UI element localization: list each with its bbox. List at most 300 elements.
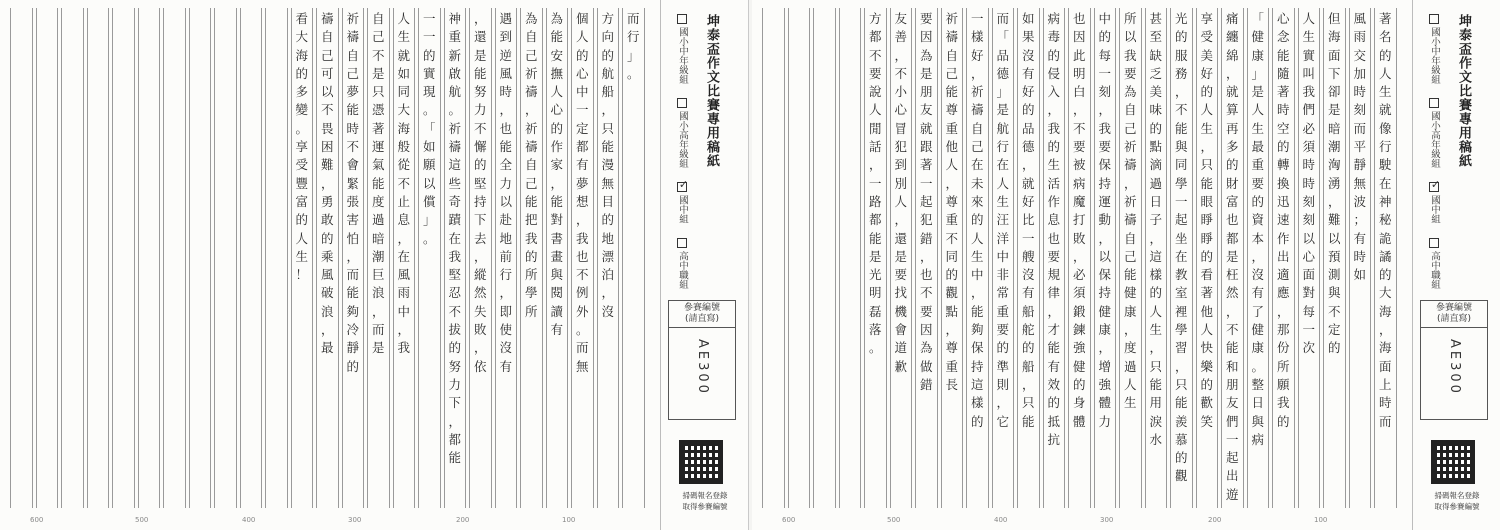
handwritten-char: 日 xyxy=(1149,193,1162,209)
column-counter-left xyxy=(10,516,650,528)
handwritten-char: 破 xyxy=(320,285,334,301)
qr-caption-line1: 掃碼報名登錄 xyxy=(682,491,728,500)
handwritten-char: 適 xyxy=(1276,267,1290,283)
handwritten-char: 有 xyxy=(1047,358,1060,374)
handwritten-char: 眼 xyxy=(1200,193,1213,209)
handwritten-char: 航 xyxy=(448,84,461,100)
handwritten-char: 起 xyxy=(919,193,933,209)
handwritten-char: 般 xyxy=(397,139,410,155)
handwritten-char: 以 xyxy=(1123,29,1137,45)
handwritten-char: 水 xyxy=(1149,431,1162,447)
handwritten-char: 慕 xyxy=(1174,431,1188,447)
handwritten-char: 交 xyxy=(1353,47,1366,63)
handwritten-char: 整 xyxy=(1251,376,1264,392)
handwritten-char: 路 xyxy=(868,193,882,209)
handwritten-char: 乘 xyxy=(320,248,334,264)
handwritten-char: 願 xyxy=(1276,376,1290,392)
group-option[interactable] xyxy=(675,98,689,168)
group-option[interactable] xyxy=(1427,98,1441,168)
ruler-mark: 600 xyxy=(782,516,796,524)
handwritten-char: 「 xyxy=(1251,11,1264,26)
handwritten-char: 。 xyxy=(575,322,589,338)
handwritten-char: 好 xyxy=(1021,84,1035,100)
handwritten-char: 定 xyxy=(1327,322,1341,338)
handwritten-char: 害 xyxy=(346,212,359,228)
handwritten-char: 只 xyxy=(1021,395,1035,411)
handwritten-char: 尊 xyxy=(945,193,958,209)
handwritten-char: 美 xyxy=(1200,47,1213,63)
handwritten-char: ， xyxy=(397,230,410,246)
handwritten-char: 的 xyxy=(295,212,308,228)
handwritten-char: 一 xyxy=(575,102,589,118)
handwritten-char: 的 xyxy=(1021,340,1035,356)
handwritten-char: ， xyxy=(894,212,907,228)
handwritten-char: ， xyxy=(1200,139,1213,155)
grid-column xyxy=(87,8,110,508)
handwritten-char: 靜 xyxy=(346,340,359,356)
checkbox-icon[interactable] xyxy=(1429,98,1439,108)
handwritten-char: 甚 xyxy=(1149,11,1162,26)
handwritten-char: 雨 xyxy=(1353,29,1366,45)
grid-column xyxy=(1068,8,1091,508)
group-option-label: 國小中年級組 xyxy=(677,27,688,84)
handwritten-char: 人 xyxy=(970,230,984,246)
handwritten-char: 不 xyxy=(448,303,461,319)
group-option[interactable] xyxy=(1427,14,1441,84)
handwritten-char: 能 xyxy=(970,303,984,319)
handwritten-char: 準 xyxy=(996,358,1009,374)
handwritten-char: 己 xyxy=(945,65,958,81)
handwritten-char: 禱 xyxy=(524,139,538,155)
handwritten-char: 方 xyxy=(868,11,882,26)
handwritten-char: 快 xyxy=(1200,340,1213,356)
handwritten-char: 對 xyxy=(1302,285,1315,301)
handwritten-char: 不 xyxy=(397,175,410,191)
handwritten-char: 無 xyxy=(1353,175,1366,191)
handwritten-char: ， xyxy=(1072,102,1086,118)
handwritten-char: 都 xyxy=(868,29,882,45)
handwritten-char: 做 xyxy=(919,358,933,374)
handwritten-char: 自 xyxy=(1123,102,1137,118)
handwritten-char: 人 xyxy=(1200,322,1213,338)
grid-column xyxy=(813,8,836,508)
handwritten-char: 冒 xyxy=(894,120,907,136)
handwritten-char: 好 xyxy=(1200,65,1213,81)
handwritten-char: 是 xyxy=(1251,84,1264,100)
handwritten-char: 名 xyxy=(1378,29,1392,45)
handwritten-char: 敗 xyxy=(473,322,487,338)
handwritten-char: ， xyxy=(1047,102,1060,118)
checkbox-icon[interactable] xyxy=(1429,182,1439,192)
handwritten-char: 一 xyxy=(1225,431,1239,447)
handwritten-char: 這 xyxy=(1149,248,1162,264)
handwritten-char: 一 xyxy=(1302,322,1315,338)
handwritten-char: 人 xyxy=(996,175,1009,191)
handwritten-char: ， xyxy=(473,248,487,264)
handwritten-char: 多 xyxy=(295,84,308,100)
handwritten-char: 風 xyxy=(320,267,334,283)
handwritten-char: 行 xyxy=(499,267,512,283)
checkbox-icon[interactable] xyxy=(677,98,687,108)
handwritten-char: 卻 xyxy=(1327,84,1341,100)
handwritten-char: 生 xyxy=(1047,157,1060,173)
group-option[interactable] xyxy=(1427,182,1441,224)
handwritten-char: 要 xyxy=(1072,139,1086,155)
handwritten-char: 要 xyxy=(1098,139,1111,155)
handwritten-char: 有 xyxy=(499,358,512,374)
handwritten-char: 大 xyxy=(397,102,410,118)
handwritten-char: 畏 xyxy=(320,120,334,136)
handwritten-char: 己 xyxy=(524,47,538,63)
handwritten-char: 能 xyxy=(550,193,563,209)
handwritten-char: 縱 xyxy=(473,267,487,283)
handwritten-char: 沒 xyxy=(499,340,512,356)
handwritten-char: 在 xyxy=(970,157,984,173)
handwritten-char: 海 xyxy=(1378,340,1392,356)
handwritten-char: 敢 xyxy=(320,212,334,228)
handwritten-char: 最 xyxy=(320,340,334,356)
checkbox-icon[interactable] xyxy=(1429,14,1439,24)
handwritten-char: 保 xyxy=(1098,267,1111,283)
group-option[interactable] xyxy=(675,238,689,289)
handwritten-char: 有 xyxy=(1021,285,1035,301)
handwritten-char: 沒 xyxy=(1251,267,1264,283)
qr-code-icon xyxy=(1431,440,1475,484)
grid-column xyxy=(163,8,186,508)
handwritten-char: 能 xyxy=(371,175,385,191)
handwritten-char: 夠 xyxy=(346,303,359,319)
handwritten-char: 的 xyxy=(1276,139,1290,155)
handwritten-char: 自 xyxy=(1123,230,1137,246)
handwritten-char: 能 xyxy=(868,230,882,246)
handwritten-char: 鍊 xyxy=(1072,322,1086,338)
handwritten-char: 難 xyxy=(320,157,334,173)
handwritten-char: 一 xyxy=(422,29,436,45)
handwritten-char: 們 xyxy=(1225,413,1239,429)
handwritten-char: ！ xyxy=(295,267,308,283)
handwritten-char: 能 xyxy=(1047,340,1060,356)
handwritten-char: ， xyxy=(1174,358,1188,374)
grid-column xyxy=(138,8,161,508)
group-option[interactable] xyxy=(675,14,689,84)
handwritten-char: 拔 xyxy=(448,322,461,338)
handwritten-char: 美 xyxy=(1149,84,1162,100)
handwritten-char: 叫 xyxy=(1302,65,1315,81)
handwritten-char: 暗 xyxy=(1327,120,1341,136)
handwritten-char: 同 xyxy=(397,84,410,100)
handwritten-char: 在 xyxy=(397,248,410,264)
handwritten-char: 學 xyxy=(1174,175,1188,191)
group-option[interactable] xyxy=(675,182,689,224)
handwritten-char: 對 xyxy=(550,212,563,228)
handwritten-char: 非 xyxy=(996,267,1009,283)
handwritten-char: 能 xyxy=(945,84,958,100)
handwritten-char: ， xyxy=(894,47,907,63)
handwritten-char: 我 xyxy=(575,230,589,246)
handwritten-char: ， xyxy=(1021,376,1035,392)
handwritten-char: 要 xyxy=(919,11,933,26)
handwritten-char: 抗 xyxy=(1047,431,1060,447)
handwritten-char: 海 xyxy=(295,47,308,63)
handwritten-char: 時 xyxy=(1276,102,1290,118)
handwritten-char: ， xyxy=(1123,175,1137,191)
handwritten-char: 跟 xyxy=(919,139,933,155)
handwritten-char: 而 xyxy=(996,11,1009,26)
handwritten-char: 中 xyxy=(1098,11,1111,26)
grid-column xyxy=(214,8,237,508)
handwritten-char: 用 xyxy=(1149,395,1162,411)
handwritten-char: 看 xyxy=(295,11,308,26)
handwritten-char: 找 xyxy=(894,285,907,301)
handwritten-char: 尊 xyxy=(945,340,958,356)
handwritten-char: 到 xyxy=(894,157,907,173)
handwritten-char: 歉 xyxy=(894,358,907,374)
handwritten-char: 以 xyxy=(499,193,512,209)
handwritten-char: 份 xyxy=(1276,340,1290,356)
handwritten-char: 的 xyxy=(1174,29,1188,45)
handwritten-char: 毒 xyxy=(1047,29,1060,45)
handwritten-char: ， xyxy=(320,322,334,338)
handwritten-char: 心 xyxy=(575,65,589,81)
grid-column xyxy=(1043,8,1066,508)
handwritten-char: 願 xyxy=(422,157,436,173)
handwritten-char: 漂 xyxy=(601,248,614,264)
handwritten-char: 和 xyxy=(1225,358,1239,374)
handwritten-char: 速 xyxy=(1276,212,1290,228)
handwritten-char: 健 xyxy=(1251,29,1264,45)
handwritten-char: 就 xyxy=(1378,102,1392,118)
handwritten-char: 努 xyxy=(448,358,461,374)
handwritten-char: 保 xyxy=(1098,157,1111,173)
handwritten-char: 以 xyxy=(320,84,334,100)
handwritten-char: 睜 xyxy=(1200,212,1213,228)
handwritten-char: 健 xyxy=(1072,358,1086,374)
handwritten-char: 人 xyxy=(1149,303,1162,319)
handwritten-char: 轉 xyxy=(1276,157,1290,173)
handwritten-char: 人 xyxy=(575,29,589,45)
handwritten-char: 未 xyxy=(970,175,984,191)
handwritten-char: 如 xyxy=(397,65,410,81)
handwritten-char: 的 xyxy=(601,47,614,63)
handwritten-char: 這 xyxy=(970,376,984,392)
handwritten-char: 海 xyxy=(397,120,410,136)
grid-column xyxy=(915,8,938,508)
handwritten-char: 巨 xyxy=(371,267,385,283)
handwritten-char: 像 xyxy=(1378,120,1392,136)
handwritten-char: 自 xyxy=(970,120,984,136)
handwritten-char: 閱 xyxy=(550,285,563,301)
checkbox-icon[interactable] xyxy=(677,14,687,24)
handwritten-char: 刻 xyxy=(1302,212,1315,228)
group-option-label: 國小高年級組 xyxy=(677,111,688,168)
handwritten-char: 的 xyxy=(1149,285,1162,301)
handwritten-char: 沒 xyxy=(1021,267,1035,283)
handwritten-char: 乏 xyxy=(1149,65,1162,81)
handwritten-char: 再 xyxy=(1225,120,1239,136)
handwritten-char: 為 xyxy=(550,11,563,26)
handwritten-char: 風 xyxy=(1353,11,1366,26)
handwritten-char: 不 xyxy=(1327,303,1341,319)
handwritten-char: 向 xyxy=(601,29,614,45)
handwritten-char: 光 xyxy=(1174,11,1188,26)
handwritten-char: ， xyxy=(1123,322,1137,338)
handwritten-char: 而 xyxy=(575,340,589,356)
handwritten-char: 生 xyxy=(970,248,984,264)
handwritten-char: 因 xyxy=(1072,29,1086,45)
handwritten-char: 要 xyxy=(1251,175,1264,191)
handwritten-char: 的 xyxy=(1072,376,1086,392)
handwritten-char: 能 xyxy=(1123,267,1137,283)
handwritten-char: 病 xyxy=(1072,175,1086,191)
handwritten-char: 己 xyxy=(524,175,538,191)
handwritten-char: 中 xyxy=(575,84,589,100)
group-option[interactable] xyxy=(1427,238,1441,289)
handwritten-char: 所 xyxy=(1276,358,1290,374)
handwritten-char: 心 xyxy=(1276,11,1290,26)
handwritten-char: 地 xyxy=(499,230,512,246)
handwritten-char: 些 xyxy=(448,175,461,191)
entry-number-note: (請直寫) xyxy=(684,314,720,324)
handwritten-char: 能 xyxy=(524,193,538,209)
handwritten-char: 侵 xyxy=(1047,65,1060,81)
handwritten-char: 品 xyxy=(1021,120,1035,136)
handwritten-char: 而 xyxy=(371,322,385,338)
handwritten-char: 行 xyxy=(996,139,1009,155)
handwritten-char: 行 xyxy=(626,29,640,45)
handwritten-char: 們 xyxy=(1302,102,1315,118)
handwritten-char: 也 xyxy=(1225,212,1239,228)
handwritten-char: 的 xyxy=(1149,120,1162,136)
handwritten-char: 都 xyxy=(448,431,461,447)
grid-column xyxy=(240,8,263,508)
handwritten-char: 健 xyxy=(1098,303,1111,319)
handwritten-char: 的 xyxy=(1378,47,1392,63)
form-side-panel-right xyxy=(1412,0,1499,530)
handwritten-char: 自 xyxy=(524,29,538,45)
handwritten-char: 以 xyxy=(1302,230,1315,246)
handwritten-char: 預 xyxy=(1327,248,1341,264)
handwritten-char: 的 xyxy=(601,212,614,228)
handwritten-char: 在 xyxy=(996,157,1009,173)
handwritten-char: 啟 xyxy=(448,65,461,81)
grid-column xyxy=(10,8,33,508)
handwritten-char: 能 xyxy=(448,450,461,466)
handwritten-char: 不 xyxy=(473,120,487,136)
handwritten-char: 的 xyxy=(1098,29,1111,45)
handwritten-char: 刻 xyxy=(1302,193,1315,209)
handwritten-char: 出 xyxy=(1225,468,1239,484)
handwritten-char: 鍛 xyxy=(1072,303,1086,319)
handwritten-char: 。 xyxy=(448,102,461,118)
handwritten-char: 只 xyxy=(1174,376,1188,392)
handwritten-char: 須 xyxy=(1302,139,1315,155)
handwritten-char: 書 xyxy=(550,230,563,246)
handwritten-char: 目 xyxy=(601,193,614,209)
entry-number-label: 參賽編號 xyxy=(683,303,720,313)
handwritten-char: 看 xyxy=(1200,267,1213,283)
handwritten-char: 要 xyxy=(1123,65,1137,81)
handwritten-char: 以 xyxy=(1327,230,1341,246)
handwritten-char: 時 xyxy=(499,84,512,100)
handwritten-char: ， xyxy=(1149,230,1162,246)
handwritten-char: 使 xyxy=(499,322,512,338)
handwritten-char: 子 xyxy=(1149,212,1162,228)
handwritten-char: 秘 xyxy=(1378,212,1392,228)
handwritten-char: 樣 xyxy=(970,29,984,45)
handwritten-char: 夢 xyxy=(346,84,359,100)
handwritten-char: 力 xyxy=(499,175,512,191)
handwritten-char: 不 xyxy=(320,102,334,118)
handwritten-char: 在 xyxy=(448,230,461,246)
handwritten-char: 觀 xyxy=(945,285,958,301)
qr-caption-line1: 掃碼報名登錄 xyxy=(1434,491,1480,500)
handwritten-char: 迅 xyxy=(1276,193,1290,209)
handwritten-char: 出 xyxy=(1276,248,1290,264)
handwritten-char: 有 xyxy=(1021,65,1035,81)
handwritten-char: 力 xyxy=(448,376,461,392)
checkbox-icon[interactable] xyxy=(677,182,687,192)
grid-column xyxy=(1017,8,1040,508)
handwritten-char: 家 xyxy=(550,157,563,173)
checkbox-icon[interactable] xyxy=(677,238,687,248)
handwritten-char: ， xyxy=(1327,193,1341,209)
handwritten-char: ， xyxy=(1021,157,1035,173)
handwritten-char: ， xyxy=(1149,340,1162,356)
handwritten-char: 睜 xyxy=(1200,230,1213,246)
handwritten-char: ， xyxy=(448,413,461,429)
handwritten-char: ， xyxy=(397,322,410,338)
entry-number-value: AE300 xyxy=(1447,339,1462,396)
handwritten-char: 的 xyxy=(1047,47,1060,63)
form-side-panel-left xyxy=(660,0,747,530)
handwritten-char: 如 xyxy=(1021,11,1035,26)
handwritten-char: 遊 xyxy=(1225,486,1239,502)
handwritten-char: 淚 xyxy=(1149,413,1162,429)
handwritten-char: ， xyxy=(524,102,538,118)
handwritten-char: 持 xyxy=(1098,285,1111,301)
handwritten-char: 海 xyxy=(1327,29,1341,45)
grid-column xyxy=(941,8,964,508)
handwritten-char: 犯 xyxy=(919,212,933,228)
handwritten-char: 長 xyxy=(945,376,958,392)
handwritten-char: 樣 xyxy=(1149,267,1162,283)
grid-column xyxy=(839,8,862,508)
grid-column xyxy=(1145,8,1168,508)
handwritten-char: 潮 xyxy=(1327,139,1341,155)
entry-number-note: (請直寫) xyxy=(1436,314,1472,324)
handwritten-char: 氣 xyxy=(371,157,385,173)
handwritten-char: 就 xyxy=(1225,84,1239,100)
handwritten-char: 只 xyxy=(1200,157,1213,173)
handwritten-char: 堅 xyxy=(448,267,461,283)
handwritten-char: 作 xyxy=(550,139,563,155)
handwritten-char: 力 xyxy=(1098,413,1111,429)
handwritten-char: ， xyxy=(1174,84,1188,100)
handwritten-char: 的 xyxy=(1021,102,1035,118)
handwritten-char: 的 xyxy=(1200,84,1213,100)
handwritten-char: 他 xyxy=(945,139,958,155)
handwritten-char: 海 xyxy=(1378,303,1392,319)
handwritten-char: 習 xyxy=(1174,340,1188,356)
handwritten-char: 。 xyxy=(1251,358,1264,374)
handwritten-char: 有 xyxy=(550,322,563,338)
handwritten-char: 作 xyxy=(1276,230,1290,246)
checkbox-icon[interactable] xyxy=(1429,238,1439,248)
handwritten-char: 康 xyxy=(1123,303,1137,319)
handwritten-char: 能 xyxy=(1174,120,1188,136)
grid-column xyxy=(36,8,59,508)
handwritten-char: 「 xyxy=(422,120,436,136)
